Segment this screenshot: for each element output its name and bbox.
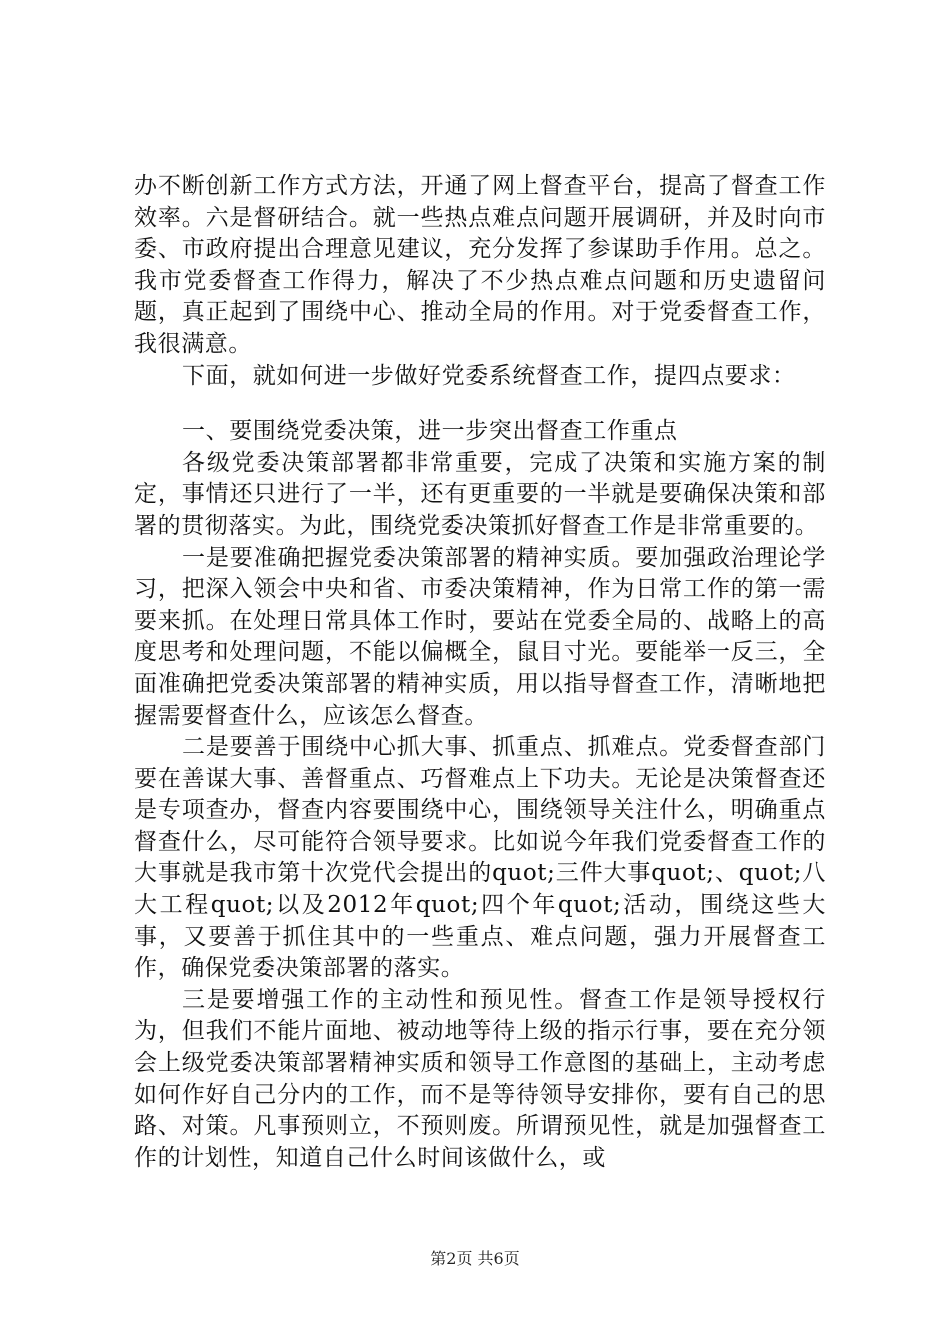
body-paragraph: 一是要准确把握党委决策部署的精神实质。要加强政治理论学习，把深入领会中央和省、市委决策精神，作为日常工作的第一需要来抓。在处理日常具体工作时，要站在党委全局的、战略上的高度思考和处理问题，不能以偏概全，鼠目寸光。要能举一反三，全面准确把党委决策部署的精神实质，用以指导督查工作，清晰地把握需要督查什么，应该怎么督查。 (134, 544, 826, 729)
body-paragraph: 三是要增强工作的主动性和预见性。督查工作是领导授权行为，但我们不能片面地、被动地等待上级的指示行事，要在充分领会上级党委决策部署精神实质和领导工作意图的基础上，主动考虑如何作好自己分内的工作，而不是等待领导安排你，要有自己的思路、对策。凡事预则立，不预则废。所谓预见性，就是加强督查工作的计划性，知道自己什么时间该做什么，或 (134, 986, 826, 1171)
body-paragraph: 二是要善于围绕中心抓大事、抓重点、抓难点。党委督查部门要在善谋大事、善督重点、巧督难点上下功夫。无论是决策督查还是专项查办，督查内容要围绕中心，围绕领导关注什么，明确重点督查什么，尽可能符合领导要求。比如说今年我们党委督查工作的大事就是我市第十次党代会提出的quot;三件大事quot;、quot;八大工程quot;以及2012年quot;四个年quot;活动，围绕这些大事，又要善于抓住其中的一些重点、难点问题，强力开展督查工作，确保党委决策部署的落实。 (134, 734, 826, 982)
section-heading: 一、要围绕党委决策，进一步突出督查工作重点 (182, 418, 678, 445)
body-paragraph: 下面，就如何进一步做好党委系统督查工作，提四点要求： (182, 362, 796, 389)
page-number-label: 第2页 共6页 (430, 1249, 520, 1268)
document-body (134, 171, 826, 1174)
page-footer (0, 1246, 950, 1269)
body-paragraph: 各级党委决策部署都非常重要，完成了决策和实施方案的制定，事情还只进行了一半，还有更重要的一半就是要确保决策和部署的贯彻落实。为此，围绕党委决策抓好督查工作是非常重要的。 (134, 449, 826, 539)
paragraph-spacer (134, 392, 826, 416)
body-paragraph: 办不断创新工作方式方法，开通了网上督查平台，提高了督查工作效率。六是督研结合。就一些热点难点问题开展调研，并及时向市委、市政府提出合理意见建议，充分发挥了参谋助手作用。总之。我市党委督查工作得力，解决了不少热点难点问题和历史遗留问题，真正起到了围绕中心、推动全局的作用。对于党委督查工作，我很满意。 (134, 173, 826, 357)
